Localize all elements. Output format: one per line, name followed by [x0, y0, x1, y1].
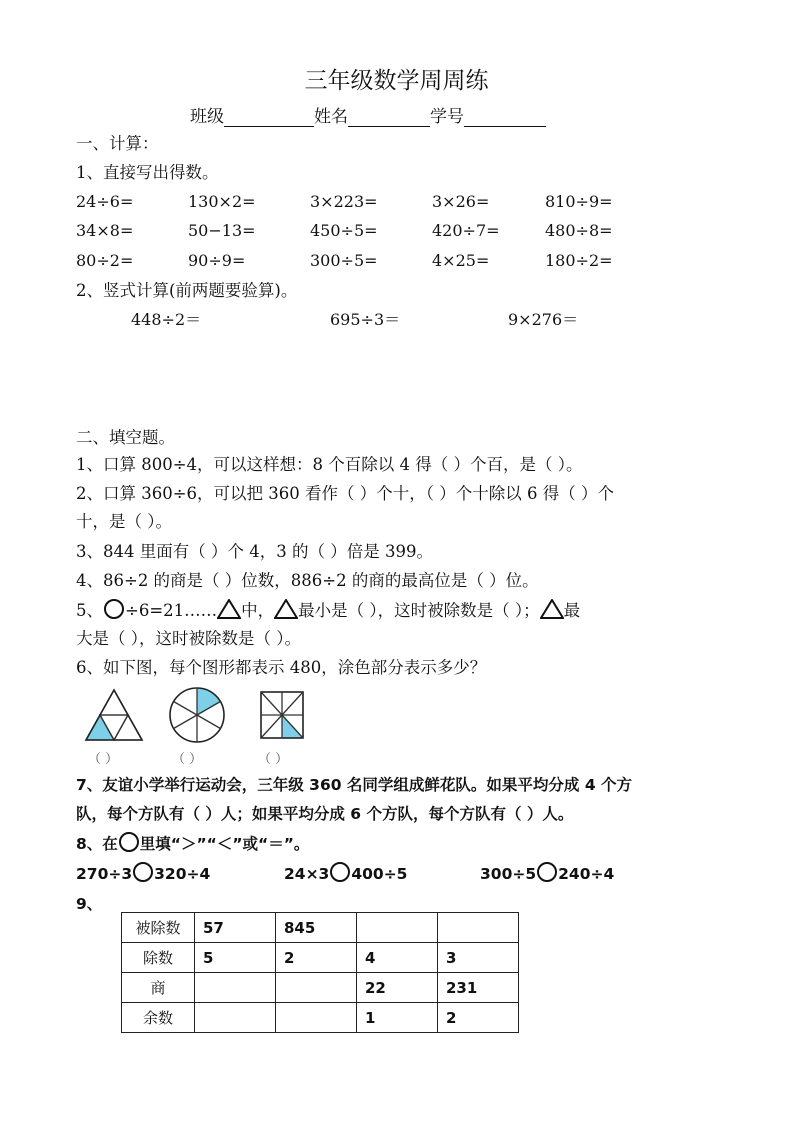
- calc-item: 50−13=: [188, 221, 256, 240]
- compare-right: 240÷4: [558, 865, 615, 883]
- table-row: [122, 973, 519, 1003]
- vertical-calc: 448÷2＝: [131, 310, 202, 329]
- table-cell: 2: [438, 1003, 519, 1033]
- compare-left: 300÷5: [480, 865, 537, 883]
- fill-item-5: [76, 599, 580, 622]
- compare-item: [76, 862, 210, 885]
- calc-item: 4×25=: [432, 251, 490, 270]
- item-number: 5、: [76, 601, 103, 620]
- table-cell: 57: [195, 913, 276, 943]
- table-cell[interactable]: [195, 1003, 276, 1033]
- calc-item: 810÷9=: [545, 192, 613, 211]
- figure-answer-blank[interactable]: （ ）: [172, 752, 203, 767]
- compare-right: 400÷5: [351, 865, 408, 883]
- question-1-1: 1、直接写出得数。: [76, 163, 219, 182]
- table-cell: 231: [438, 973, 519, 1003]
- text: 最小是（ ），这时被除数是（ ）；: [298, 601, 540, 620]
- text: 里填“＞”“＜”或“＝”。: [139, 835, 310, 853]
- calc-item: 34×8=: [76, 221, 134, 240]
- calc-item: 300÷5=: [310, 251, 378, 270]
- triangle-icon: [540, 599, 564, 619]
- fill-item-2-cont: 十，是（ ）。: [76, 512, 172, 531]
- compare-item: [480, 862, 614, 885]
- row-header: 除数: [122, 943, 195, 973]
- table-row: [122, 1003, 519, 1033]
- calc-item: 3×223=: [310, 192, 378, 211]
- triangle-fraction-figure: [84, 688, 144, 742]
- table-row: [122, 943, 519, 973]
- triangle-icon: [274, 599, 298, 619]
- calc-item: 90÷9=: [188, 251, 246, 270]
- fill-item-8: [76, 832, 309, 855]
- row-header: 商: [122, 973, 195, 1003]
- compare-left: 24×3: [284, 865, 330, 883]
- table-cell: 3: [438, 943, 519, 973]
- row-header: 被除数: [122, 913, 195, 943]
- vertical-calc: 9×276＝: [508, 310, 579, 329]
- circle-icon: [103, 599, 125, 619]
- fill-item-1: 1、口算 800÷4，可以这样想：8 个百除以 4 得（ ）个百，是（ ）。: [76, 455, 583, 474]
- fill-item-4: 4、86÷2 的商是（ ）位数，886÷2 的商的最高位是（ ）位。: [76, 571, 539, 590]
- id-blank[interactable]: [464, 110, 546, 127]
- table-row: [122, 913, 519, 943]
- compare-left: 270÷3: [76, 865, 133, 883]
- fill-item-6: 6、如下图，每个图形都表示 480，涂色部分表示多少？: [76, 658, 487, 677]
- question-1-2: 2、竖式计算(前两题要验算)。: [76, 281, 298, 300]
- fill-item-7: 7、友谊小学举行运动会，三年级 360 名同学组成鲜花队。如果平均分成 4 个方: [76, 776, 633, 794]
- calc-item: 80÷2=: [76, 251, 134, 270]
- calc-item: 180÷2=: [545, 251, 613, 270]
- compare-right: 320÷4: [154, 865, 211, 883]
- table-cell[interactable]: [276, 973, 357, 1003]
- compare-circle-icon[interactable]: [329, 862, 351, 882]
- compare-circle-icon[interactable]: [132, 862, 154, 882]
- class-label: 班级: [190, 107, 224, 127]
- class-blank[interactable]: [224, 110, 314, 127]
- page-title: 三年级数学周周练: [304, 68, 489, 94]
- fill-item-5-cont: 大是（ ），这时被除数是（ ）。: [76, 629, 301, 648]
- table-cell[interactable]: [438, 913, 519, 943]
- figure-answer-blank[interactable]: （ ）: [258, 752, 289, 767]
- table-cell: 4: [357, 943, 438, 973]
- calc-item: 420÷7=: [432, 221, 500, 240]
- text: 8、在: [76, 835, 118, 853]
- text: 中，: [241, 601, 275, 620]
- table-cell: 845: [276, 913, 357, 943]
- name-label: 姓名: [314, 107, 348, 127]
- table-cell[interactable]: [276, 1003, 357, 1033]
- circle-icon: [118, 832, 140, 852]
- section-1-heading: 一、计算：: [76, 134, 159, 153]
- triangle-icon: [217, 599, 241, 619]
- calc-item: 480÷8=: [545, 221, 613, 240]
- row-header: 余数: [122, 1003, 195, 1033]
- compare-circle-icon[interactable]: [536, 862, 558, 882]
- fill-item-7-cont: 队，每个方队有（ ）人；如果平均分成 6 个方队，每个方队有（ ）人。: [76, 805, 574, 823]
- table-cell[interactable]: [357, 913, 438, 943]
- fill-item-9: 9、: [76, 895, 103, 913]
- text: 最: [563, 601, 581, 620]
- compare-item: [284, 862, 407, 885]
- table-cell: 2: [276, 943, 357, 973]
- table-cell: 5: [195, 943, 276, 973]
- student-info: [190, 102, 546, 127]
- name-blank[interactable]: [348, 110, 430, 127]
- vertical-calc: 695÷3＝: [330, 310, 401, 329]
- id-label: 学号: [430, 107, 464, 127]
- table-cell[interactable]: [195, 973, 276, 1003]
- expression: ÷6=21……: [125, 601, 218, 620]
- figure-answer-blank[interactable]: （ ）: [88, 752, 119, 767]
- square-fraction-figure: [259, 690, 305, 740]
- table-cell: 22: [357, 973, 438, 1003]
- fill-item-3: 3、844 里面有（ ）个 4，3 的（ ）倍是 399。: [76, 542, 433, 561]
- calc-item: 24÷6=: [76, 192, 134, 211]
- calc-item: 450÷5=: [310, 221, 378, 240]
- division-table: [121, 912, 519, 1033]
- fill-item-2: 2、口算 360÷6，可以把 360 看作（ ）个十，（ ）个十除以 6 得（ ）个: [76, 484, 615, 503]
- table-cell: 1: [357, 1003, 438, 1033]
- calc-item: 130×2=: [188, 192, 256, 211]
- section-2-heading: 二、填空题。: [76, 428, 175, 447]
- calc-item: 3×26=: [432, 192, 490, 211]
- circle-fraction-figure: [168, 686, 226, 744]
